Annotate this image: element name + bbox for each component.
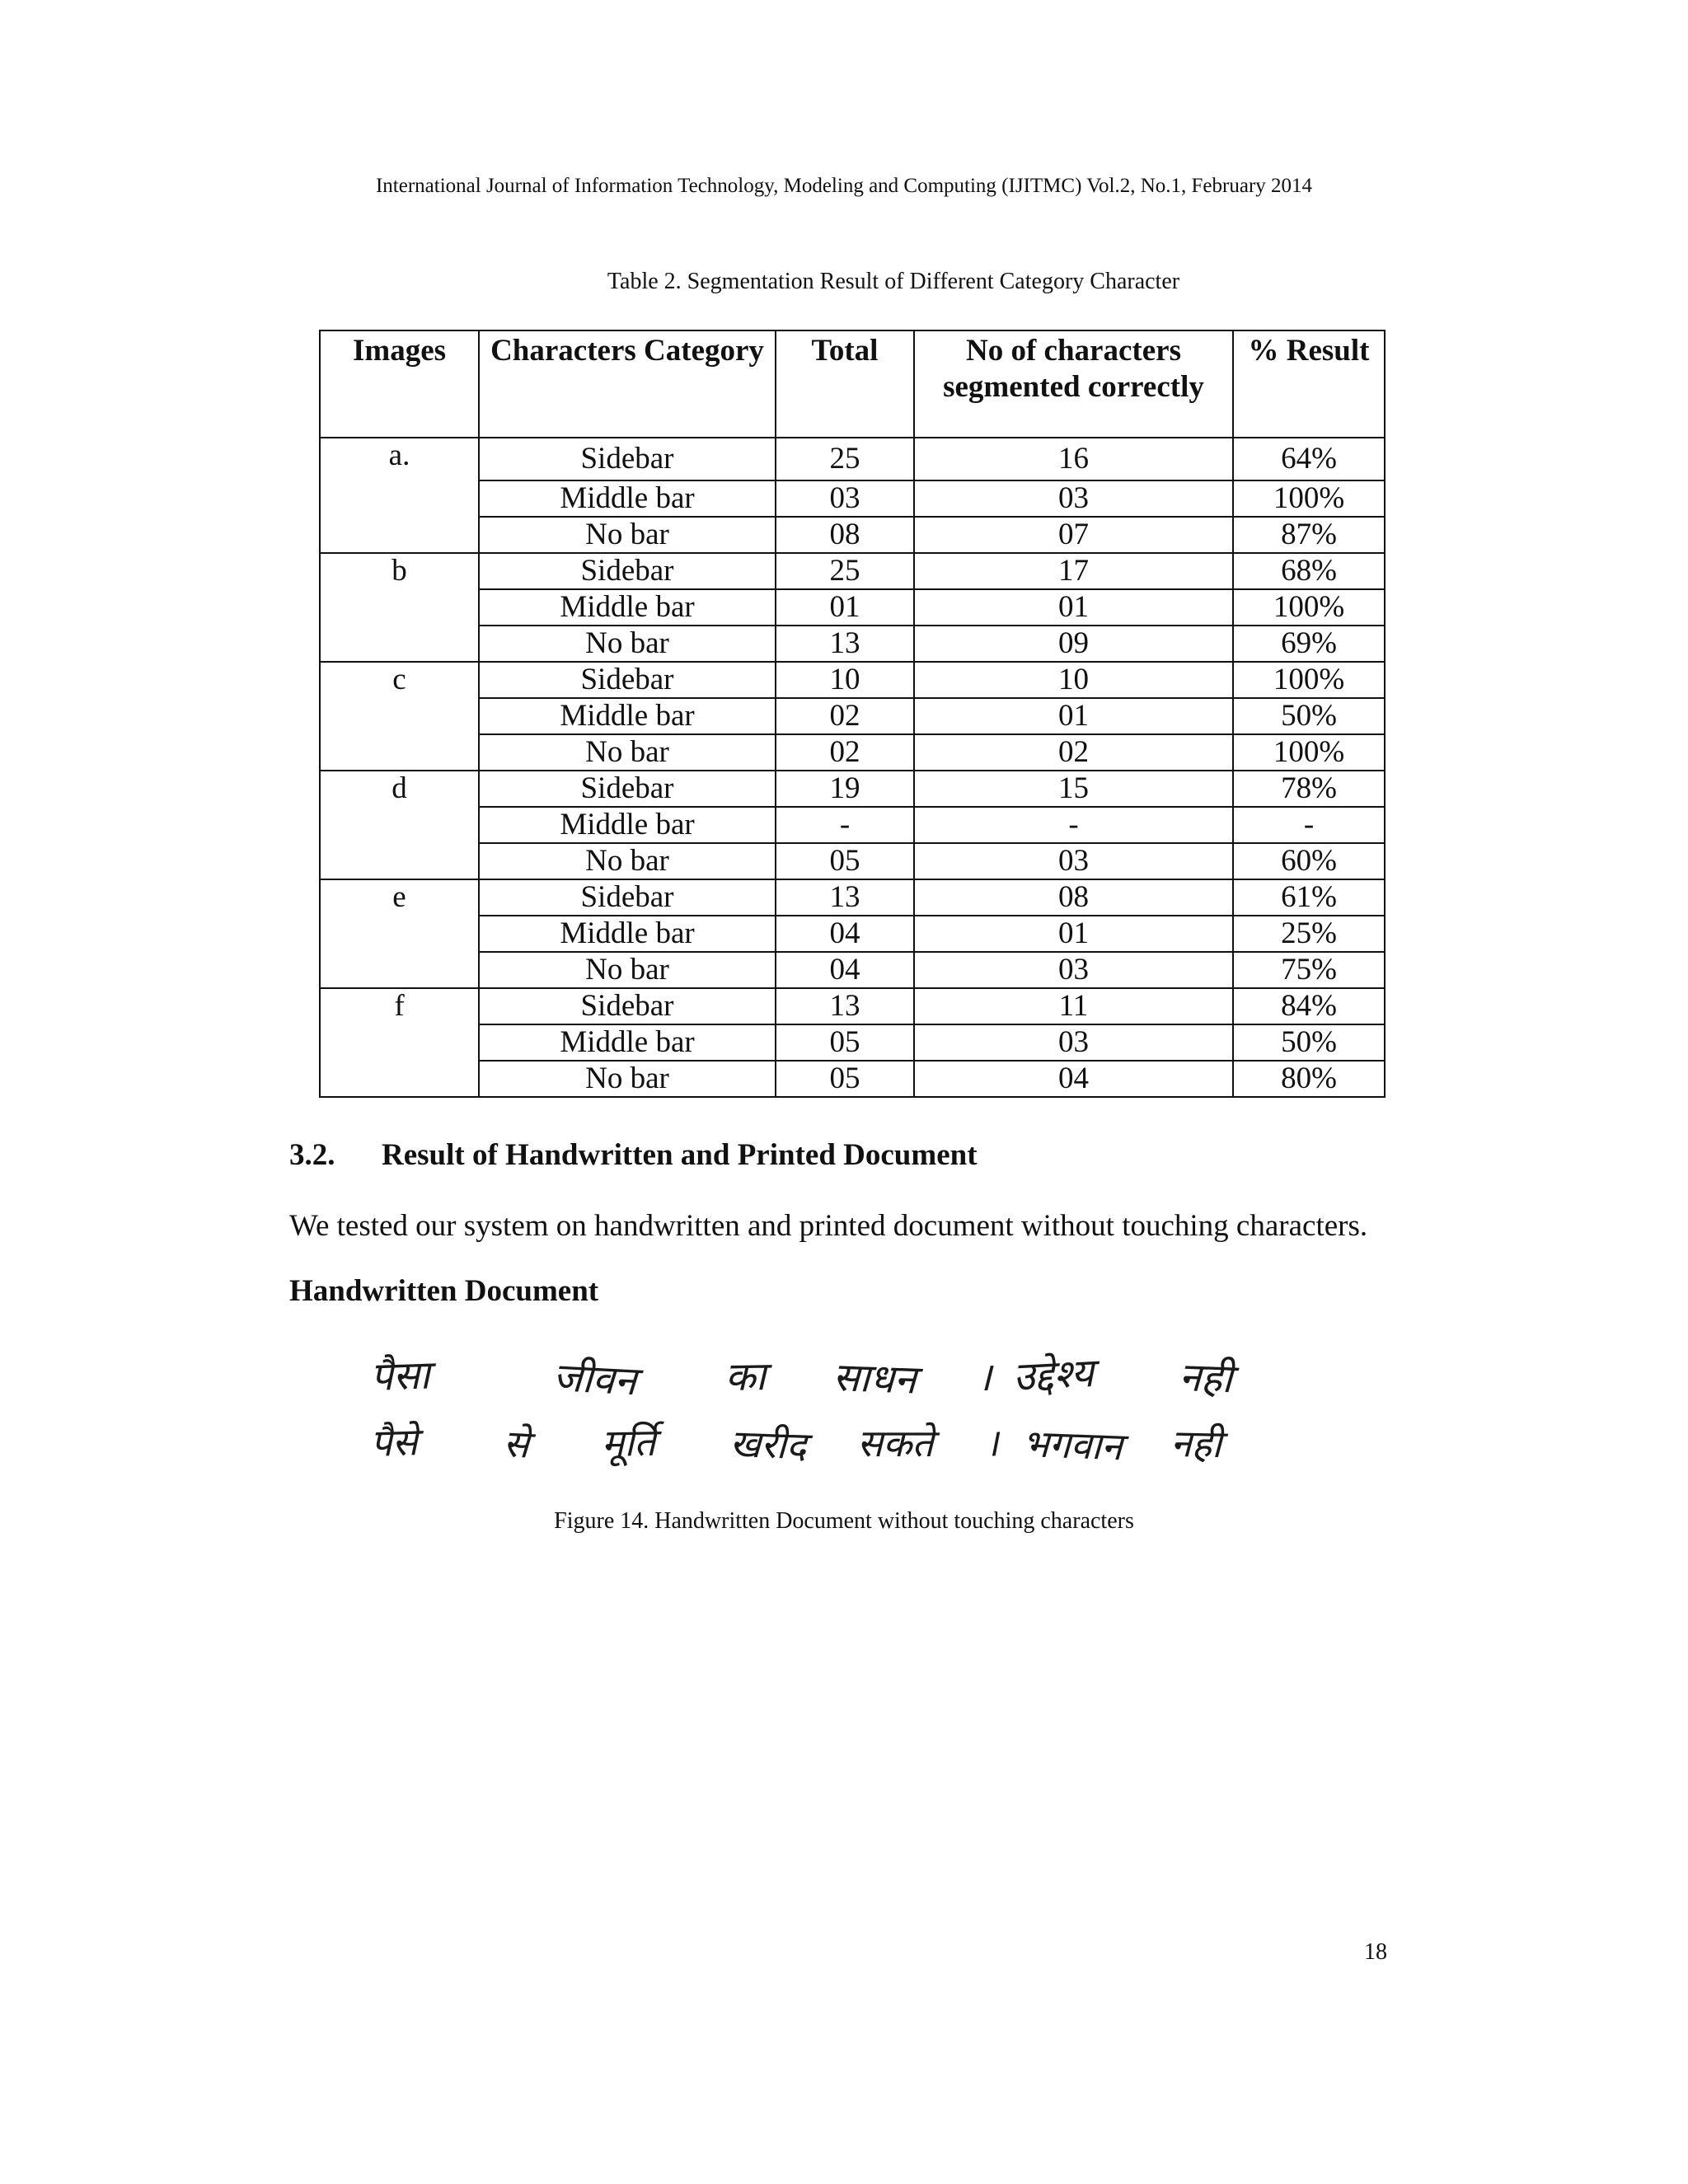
cell-result: 50% — [1233, 698, 1385, 734]
cell-category: No bar — [479, 626, 776, 662]
cell-total: 25 — [776, 438, 914, 480]
subheading: Handwritten Document — [289, 1274, 599, 1308]
section-heading — [289, 1137, 978, 1173]
cell-category: No bar — [479, 843, 776, 879]
handwritten-document-figure — [363, 1339, 1335, 1479]
cell-total: 02 — [776, 734, 914, 771]
column-header-images: Images — [320, 330, 479, 438]
running-header: International Journal of Information Technology, Modeling and Computing (IJITMC) Vol.2, No.1, February 2014 — [375, 175, 1313, 197]
cell-total: 04 — [776, 952, 914, 988]
table-row — [320, 698, 1385, 734]
cell-correct: 01 — [914, 589, 1233, 626]
page-number: 18 — [1364, 1939, 1387, 1965]
cell-result: 84% — [1233, 988, 1385, 1024]
handwritten-word: साधन — [832, 1354, 917, 1404]
cell-correct: 11 — [914, 988, 1233, 1024]
cell-category: Middle bar — [479, 698, 776, 734]
cell-category: Sidebar — [479, 988, 776, 1024]
cell-category: No bar — [479, 952, 776, 988]
cell-category: Middle bar — [479, 480, 776, 517]
section-title: Result of Handwritten and Printed Document — [382, 1138, 978, 1172]
handwritten-word: उद्देश्य — [1011, 1349, 1095, 1400]
cell-result: 61% — [1233, 879, 1385, 916]
handwritten-word: खरीद — [729, 1421, 808, 1469]
handwritten-word: का — [724, 1353, 767, 1400]
cell-result: 100% — [1233, 662, 1385, 698]
handwritten-word: पैसे — [369, 1419, 419, 1465]
table-row — [320, 480, 1385, 517]
table-row — [320, 438, 1385, 480]
cell-correct: 03 — [914, 952, 1233, 988]
handwritten-word: सकते — [857, 1421, 934, 1465]
cell-category: Sidebar — [479, 879, 776, 916]
body-paragraph: We tested our system on handwritten and printed document without touching characters. — [289, 1209, 1368, 1243]
cell-correct: 03 — [914, 1024, 1233, 1061]
results-table — [319, 330, 1386, 1098]
handwritten-word: । — [977, 1354, 992, 1400]
cell-result: 69% — [1233, 626, 1385, 662]
cell-correct: 07 — [914, 517, 1233, 553]
cell-total: 05 — [776, 843, 914, 879]
table-row — [320, 771, 1385, 807]
cell-total: 02 — [776, 698, 914, 734]
cell-result: - — [1233, 807, 1385, 843]
cell-category: Sidebar — [479, 438, 776, 480]
cell-result: 80% — [1233, 1061, 1385, 1097]
cell-correct: 03 — [914, 480, 1233, 517]
handwritten-word: जीवन — [551, 1354, 638, 1405]
cell-correct: 15 — [914, 771, 1233, 807]
cell-image: a. — [320, 438, 479, 553]
cell-correct: 08 — [914, 879, 1233, 916]
table-row — [320, 662, 1385, 698]
cell-category: Middle bar — [479, 807, 776, 843]
table-row — [320, 589, 1385, 626]
cell-category: Middle bar — [479, 1024, 776, 1061]
cell-total: 04 — [776, 916, 914, 952]
table-row — [320, 952, 1385, 988]
table-caption: Table 2. Segmentation Result of Different Category Character — [607, 269, 1180, 294]
cell-correct: 03 — [914, 843, 1233, 879]
handwritten-word: नही — [1170, 1421, 1222, 1467]
table-row — [320, 517, 1385, 553]
table-row — [320, 807, 1385, 843]
cell-category: Middle bar — [479, 589, 776, 626]
cell-result: 25% — [1233, 916, 1385, 952]
cell-correct: 01 — [914, 698, 1233, 734]
table-row — [320, 879, 1385, 916]
cell-total: 19 — [776, 771, 914, 807]
table-header-row — [320, 330, 1385, 438]
cell-total: 05 — [776, 1061, 914, 1097]
cell-correct: 17 — [914, 553, 1233, 589]
cell-image: e — [320, 879, 479, 988]
table-row — [320, 553, 1385, 589]
table-row — [320, 843, 1385, 879]
cell-result: 100% — [1233, 589, 1385, 626]
cell-category: Sidebar — [479, 771, 776, 807]
column-header-result: % Result — [1233, 330, 1385, 438]
cell-category: Sidebar — [479, 553, 776, 589]
handwritten-word: भगवान — [1021, 1421, 1123, 1469]
handwritten-word: । — [982, 1420, 1000, 1465]
cell-correct: 04 — [914, 1061, 1233, 1097]
table-row — [320, 626, 1385, 662]
cell-correct: 10 — [914, 662, 1233, 698]
cell-total: 13 — [776, 988, 914, 1024]
cell-result: 50% — [1233, 1024, 1385, 1061]
cell-correct: 16 — [914, 438, 1233, 480]
handwritten-word: से — [502, 1421, 531, 1467]
cell-total: 05 — [776, 1024, 914, 1061]
cell-total: 25 — [776, 553, 914, 589]
cell-total: - — [776, 807, 914, 843]
cell-result: 75% — [1233, 952, 1385, 988]
cell-result: 100% — [1233, 734, 1385, 771]
table-body — [320, 438, 1385, 1097]
cell-category: Middle bar — [479, 916, 776, 952]
cell-result: 64% — [1233, 438, 1385, 480]
cell-correct: 01 — [914, 916, 1233, 952]
table-row — [320, 734, 1385, 771]
cell-category: No bar — [479, 734, 776, 771]
cell-correct: 02 — [914, 734, 1233, 771]
table-row — [320, 1061, 1385, 1097]
cell-total: 13 — [776, 879, 914, 916]
handwritten-word: नही — [1178, 1354, 1234, 1403]
cell-image: f — [320, 988, 479, 1097]
column-header-correct: No of characters segmented correctly — [914, 330, 1233, 438]
cell-result: 60% — [1233, 843, 1385, 879]
cell-total: 08 — [776, 517, 914, 553]
cell-category: No bar — [479, 517, 776, 553]
cell-result: 87% — [1233, 517, 1385, 553]
cell-result: 78% — [1233, 771, 1385, 807]
column-header-total: Total — [776, 330, 914, 438]
column-header-category: Characters Category — [479, 330, 776, 438]
cell-total: 01 — [776, 589, 914, 626]
cell-total: 10 — [776, 662, 914, 698]
handwritten-word: मूर्ति — [601, 1419, 656, 1465]
cell-image: d — [320, 771, 479, 879]
cell-category: No bar — [479, 1061, 776, 1097]
cell-result: 68% — [1233, 553, 1385, 589]
cell-result: 100% — [1233, 480, 1385, 517]
cell-image: c — [320, 662, 479, 771]
cell-total: 13 — [776, 626, 914, 662]
table-row — [320, 916, 1385, 952]
handwritten-word: पैसा — [369, 1352, 431, 1400]
table-row — [320, 1024, 1385, 1061]
table-row — [320, 988, 1385, 1024]
cell-category: Sidebar — [479, 662, 776, 698]
cell-correct: 09 — [914, 626, 1233, 662]
cell-total: 03 — [776, 480, 914, 517]
figure-caption: Figure 14. Handwritten Document without touching characters — [554, 1508, 1134, 1534]
section-number: 3.2. — [289, 1138, 335, 1172]
cell-image: b — [320, 553, 479, 662]
cell-correct: - — [914, 807, 1233, 843]
